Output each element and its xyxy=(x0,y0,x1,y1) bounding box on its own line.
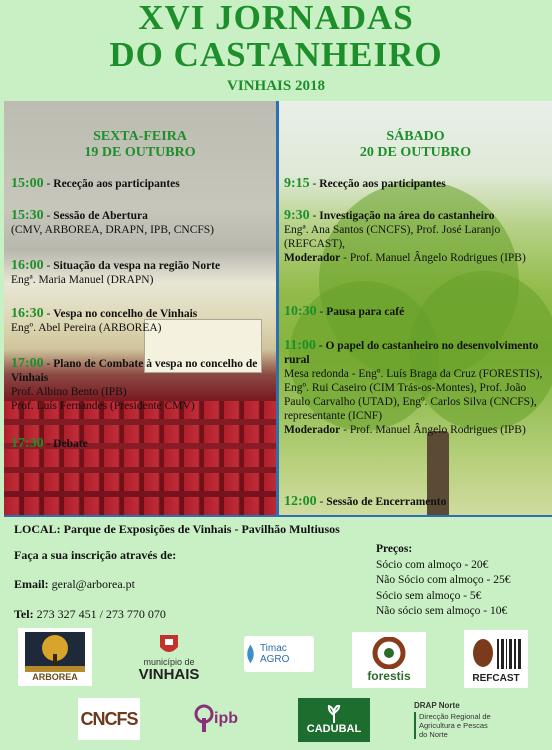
saturday-item: 10:30 - Pausa para café xyxy=(284,304,405,319)
saturday-item: 12:00 - Sessão de Encerramento xyxy=(284,494,447,509)
item-topic: Investigação na área do castanheiro xyxy=(319,210,495,222)
item-time: 12:00 xyxy=(284,494,317,509)
seat-row-decoration xyxy=(4,473,276,491)
item-speakers: Prof. Albino Bento (IPB) xyxy=(11,386,127,398)
panel-bottom-border xyxy=(4,515,552,517)
plant-icon xyxy=(326,705,342,723)
email-label: Email: xyxy=(14,577,49,591)
friday-item: 15:00 - Receção aos participantes xyxy=(11,176,180,191)
price-heading: Preços: xyxy=(376,543,413,555)
item-time: 11:00 xyxy=(284,338,316,353)
phone-numbers: 273 327 451 / 273 770 070 xyxy=(36,607,166,621)
drap-logo-title: DRAP Norte xyxy=(414,701,460,710)
item-moderator-label: Moderador xyxy=(284,424,341,436)
arborea-logo-text: ARBOREA xyxy=(32,672,78,682)
item-moderator-name: Prof. Manuel Ângelo Rodrigues (IPB) xyxy=(349,424,526,436)
cncfs-logo-text: CNCFS xyxy=(80,708,138,729)
friday-date-label: 19 DE OUTUBRO xyxy=(84,145,196,160)
item-time: 15:00 xyxy=(11,176,44,191)
item-topic: Plano de Combate à vespa no concelho de Vinhais xyxy=(11,358,258,384)
vinhais-logo-top: município de xyxy=(143,656,195,667)
item-speakers: Engª. Ana Santos (CNCFS), Prof. José Laranjo (REFCAST), xyxy=(284,224,501,250)
saturday-item: 9:15 - Receção aos participantes xyxy=(284,176,446,191)
item-topic: Sessão de Encerramento xyxy=(326,496,447,508)
item-speakers: Engª. Maria Manuel (DRAPN) xyxy=(11,274,154,286)
venue-info: LOCAL: Parque de Exposições de Vinhais - Pavilhão Multiusos xyxy=(14,522,340,536)
friday-item: 16:30 - Vespa no concelho de Vinhais Engº. Abel Pereira (ARBOREA) xyxy=(11,306,198,334)
refcast-logo-text: REFCAST xyxy=(472,672,520,684)
seat-row-decoration xyxy=(4,497,276,515)
item-time: 16:00 xyxy=(11,258,44,273)
item-topic: Debate xyxy=(53,438,88,450)
item-topic: Receção aos participantes xyxy=(53,178,180,190)
ipb-mark-icon xyxy=(194,704,214,734)
item-speakers: (CMV, ARBOREA, DRAPN, IPB, CNCFS) xyxy=(11,224,215,236)
item-topic: Vespa no concelho de Vinhais xyxy=(53,308,198,320)
price-row: Não sócio sem almoço - 10€ xyxy=(376,605,508,617)
leaf-icon xyxy=(244,644,257,664)
drap-norte-logo xyxy=(414,696,498,744)
timac-agro-logo xyxy=(244,636,314,672)
cadubal-logo xyxy=(298,698,370,742)
event-subtitle: VINHAIS 2018 xyxy=(227,78,325,94)
saturday-date-label: 20 DE OUTUBRO xyxy=(359,145,472,160)
tree-icon xyxy=(25,632,85,672)
barcode-chestnut-icon xyxy=(469,635,523,673)
price-row: Sócio sem almoço - 5€ xyxy=(376,589,482,602)
item-topic: Receção aos participantes xyxy=(319,178,446,190)
item-topic: Pausa para café xyxy=(326,306,405,318)
saturday-day-label: SÁBADO xyxy=(386,129,445,144)
refcast-logo xyxy=(464,630,528,688)
item-time: 9:15 xyxy=(284,176,310,191)
friday-program-panel xyxy=(4,101,276,515)
saturday-program-panel xyxy=(279,101,552,515)
cncfs-logo xyxy=(78,698,140,740)
registration-heading: Faça a sua inscrição através de: xyxy=(14,548,177,562)
cadubal-logo-text: CADUBAL xyxy=(306,723,362,735)
item-time: 17:00 xyxy=(11,356,44,371)
ipb-logo xyxy=(190,698,242,740)
arborea-logo xyxy=(18,628,92,686)
item-topic: Situação da vespa na região Norte xyxy=(53,260,221,272)
coat-of-arms-icon xyxy=(158,633,180,657)
drap-logo-subtitle: Direcção Regional de Agricultura e Pescas do Norte xyxy=(414,712,498,739)
price-row: Não Sócio com almoço - 25€ xyxy=(376,574,511,586)
saturday-item: 11:00 - O papel do castanheiro no desenvolvimento rural Mesa redonda - Engº. Luís Braga da Cruz (FORESTIS), Engº. Rui Caseiro (CIM Trás-os-Montes), Prof. João Paulo Carvalho (UTAD), Engº. Carlos Silva (CNCFS), representante (ICNF) Moderador - Prof. Manuel Ângelo Rodrigues (IPB) xyxy=(284,338,543,436)
friday-item: 17:30 - Debate xyxy=(11,436,88,451)
price-row: Sócio com almoço - 20€ xyxy=(376,558,489,571)
item-topic: Sessão de Abertura xyxy=(53,210,148,222)
item-speakers: Prof. Luís Fernandes (Presidente CMV) xyxy=(11,400,195,412)
item-moderator-label: Moderador xyxy=(284,252,341,264)
title-line-1: XVI JORNADAS xyxy=(138,0,414,37)
seat-row-decoration xyxy=(4,449,276,467)
item-time: 9:30 xyxy=(284,208,310,223)
ipb-logo-text: ipb xyxy=(214,710,238,727)
item-time: 15:30 xyxy=(11,208,44,223)
item-time: 10:30 xyxy=(284,304,317,319)
email-line xyxy=(14,577,135,592)
forestis-logo xyxy=(352,632,426,688)
phone-label: Tel: xyxy=(14,607,34,621)
vinhais-logo-text: VINHAIS xyxy=(138,665,200,683)
item-speakers: Engº. Abel Pereira (ARBOREA) xyxy=(11,322,162,334)
friday-item: 15:30 - Sessão de Abertura (CMV, ARBOREA, DRAPN, IPB, CNCFS) xyxy=(11,208,215,236)
item-time: 16:30 xyxy=(11,306,44,321)
saturday-item: 9:30 - Investigação na área do castanheiro Engª. Ana Santos (CNCFS), Prof. José Laranjo (REFCAST), Moderador - Prof. Manuel Ângelo Rodrigues (IPB) xyxy=(284,208,526,264)
phone-line xyxy=(14,607,166,622)
item-moderator-name: Prof. Manuel Ângelo Rodrigues (IPB) xyxy=(349,252,526,264)
title-line-2: DO CASTANHEIRO xyxy=(109,35,443,74)
item-topic: O papel do castanheiro no desenvolvimento rural xyxy=(284,340,539,366)
timac-logo-text: Timac AGRO xyxy=(259,643,290,665)
item-time: 17:30 xyxy=(11,436,44,451)
item-speakers: Mesa redonda - Engº. Luís Braga da Cruz (FORESTIS), Engº. Rui Caseiro (CIM Trás-os-Montes), Prof. João Paulo Carvalho (UTAD), Engº. Carlos Silva (CNCFS), representante (ICNF) xyxy=(284,368,543,422)
price-list xyxy=(376,542,510,620)
forestis-logo-text: forestis xyxy=(367,669,411,683)
friday-day-label: SEXTA-FEIRA xyxy=(93,129,187,144)
forestis-mark-icon xyxy=(364,637,414,669)
friday-item: 16:00 - Situação da vespa na região Norte Engª. Maria Manuel (DRAPN) xyxy=(11,258,221,286)
friday-item: 17:00 - Plano de Combate à vespa no concelho de Vinhais Prof. Albino Bento (IPB) Prof. Luís Fernandes (Presidente CMV) xyxy=(11,356,258,412)
vinhais-logo xyxy=(128,628,210,686)
email-address[interactable]: geral@arborea.pt xyxy=(51,577,136,591)
